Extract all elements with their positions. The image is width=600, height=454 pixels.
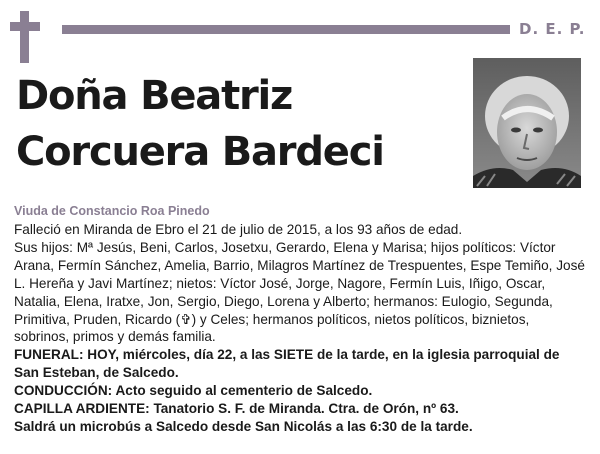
name-line-1: Doña Beatriz: [16, 73, 293, 119]
obituary-body: [14, 221, 586, 436]
death-paragraph: Falleció en Miranda de Ebro el 21 de julio de 2015, a los 93 años de edad.: [14, 222, 463, 237]
family-paragraph: Sus hijos: Mª Jesús, Beni, Carlos, Josetxu, Gerardo, Elena y Marisa; hijos políticos: Víctor Arana, Fermín Sánchez, Amelia, Barrio, Milagros Martínez de Trespuentes, Espe Temiño, José L. Hereña y Javi Martínez; nietos: Víctor José, Jorge, Nagore, Fermín Luis, Iñigo, Oscar, Natalia, Elena, Iratxe, Jon, Sergio, Diego, Lorena y Alberto; hermanos: Eulogio, Segunda, Primitiva, Pruden, Ricardo (✞) y Celes; hermanos políticos, nietos políticos, biznietos, sobrinos, primos y demás familia.: [14, 239, 585, 345]
capilla-paragraph: CAPILLA ARDIENTE: Tanatorio S. F. de Miranda. Ctra. de Orón, nº 63.: [14, 401, 459, 417]
deceased-name: [16, 68, 466, 180]
portrait-photo: [473, 58, 581, 188]
conduccion-paragraph: CONDUCCIÓN: Acto seguido al cementerio de Salcedo.: [14, 383, 373, 399]
dep-label: D. E. P.: [519, 20, 586, 38]
cross-icon-horizontal: [10, 22, 40, 31]
cross-icon-vertical: [20, 11, 29, 63]
widow-subtitle: Viuda de Constancio Roa Pinedo: [14, 204, 210, 218]
bus-paragraph: Saldrá un microbús a Salcedo desde San Nicolás a las 6:30 de la tarde.: [14, 418, 473, 434]
header-divider: [62, 25, 510, 34]
name-line-2: Corcuera Bardeci: [16, 129, 384, 175]
funeral-paragraph: FUNERAL: HOY, miércoles, día 22, a las SIETE de la tarde, en la iglesia parroquial de San Esteban, de Salcedo.: [14, 347, 560, 381]
